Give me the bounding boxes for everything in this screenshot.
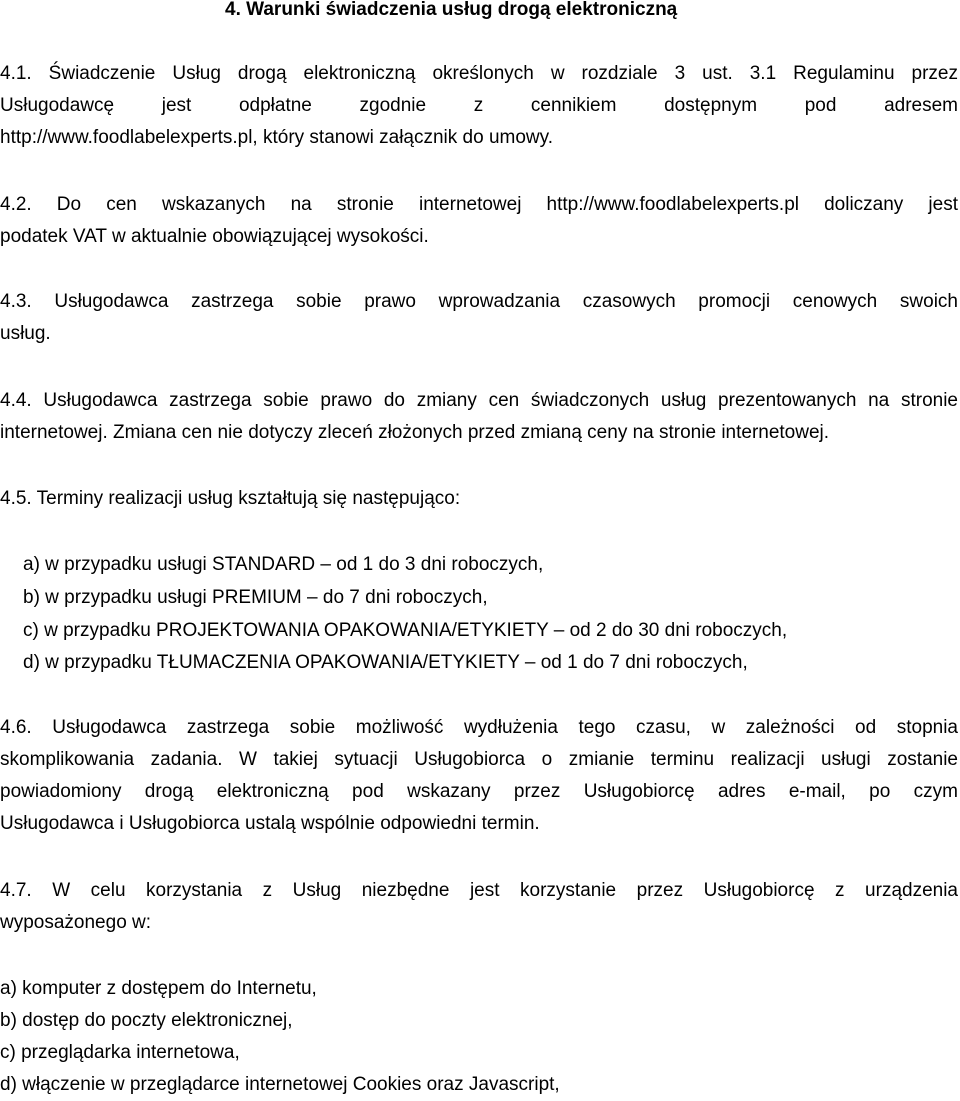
paragraph-line: http://www.foodlabelexperts.pl, który stanowi załącznik do umowy. (0, 127, 554, 148)
paragraph-4-1 (0, 58, 958, 154)
paragraph-line: wyposażonego w: (0, 912, 152, 933)
paragraph-4-6 (0, 712, 958, 840)
paragraph-4-2 (0, 189, 958, 253)
paragraph-4-5 (0, 483, 958, 515)
paragraph-line: skomplikowania zadania. W takiej sytuacji Usługobiorca o zmianie terminu realizacji usługi zostanie (0, 749, 958, 770)
term-item-premium: b) w przypadku usługi PREMIUM – do 7 dni roboczych, (23, 587, 488, 608)
paragraph-line: podatek VAT w aktualnie obowiązującej wysokości. (0, 226, 429, 247)
paragraph-line: 4.6. Usługodawca zastrzega sobie możliwość wydłużenia tego czasu, w zależności od stopnia (0, 717, 958, 738)
paragraph-line: Usługodawcę jest odpłatne zgodnie z cennikiem dostępnym pod adresem (0, 95, 958, 116)
paragraph-line: usług. (0, 323, 51, 344)
requirement-item-email: b) dostęp do poczty elektronicznej, (0, 1010, 293, 1031)
paragraph-line: powiadomiony drogą elektroniczną pod wskazany przez Usługobiorcę adres e-mail, po czym (0, 781, 958, 802)
paragraph-line: 4.5. Terminy realizacji usług kształtują się następująco: (0, 488, 461, 509)
term-item-standard: a) w przypadku usługi STANDARD – od 1 do 3 dni roboczych, (23, 554, 544, 575)
paragraph-line: 4.2. Do cen wskazanych na stronie internetowej http://www.foodlabelexperts.pl doliczany jest (0, 194, 958, 215)
paragraph-4-3 (0, 286, 958, 350)
paragraph-line: internetowej. Zmiana cen nie dotyczy zleceń złożonych przed zmianą ceny na stronie internetowej. (0, 422, 830, 443)
paragraph-line: 4.4. Usługodawca zastrzega sobie prawo do zmiany cen świadczonych usług prezentowanych na stronie (0, 390, 958, 411)
paragraph-line: 4.7. W celu korzystania z Usług niezbędne jest korzystanie przez Usługobiorcę z urządzenia (0, 880, 958, 901)
paragraph-4-7 (0, 875, 958, 939)
term-item-translation: d) w przypadku TŁUMACZENIA OPAKOWANIA/ETYKIETY – od 1 do 7 dni roboczych, (23, 652, 748, 673)
section-heading: 4. Warunki świadczenia usług drogą elektroniczną (225, 0, 678, 20)
requirement-item-computer: a) komputer z dostępem do Internetu, (0, 978, 317, 999)
requirement-item-cookies: d) włączenie w przeglądarce internetowej Cookies oraz Javascript, (0, 1074, 560, 1095)
requirement-item-browser: c) przeglądarka internetowa, (0, 1042, 240, 1063)
term-item-design: c) w przypadku PROJEKTOWANIA OPAKOWANIA/ETYKIETY – od 2 do 30 dni roboczych, (23, 620, 788, 641)
paragraph-line: 4.1. Świadczenie Usług drogą elektroniczną określonych w rozdziale 3 ust. 3.1 Regulaminu przez (0, 63, 958, 84)
paragraph-line: 4.3. Usługodawca zastrzega sobie prawo wprowadzania czasowych promocji cenowych swoich (0, 291, 958, 312)
paragraph-4-4 (0, 385, 958, 449)
paragraph-line: Usługodawca i Usługobiorca ustalą wspólnie odpowiedni termin. (0, 813, 540, 834)
